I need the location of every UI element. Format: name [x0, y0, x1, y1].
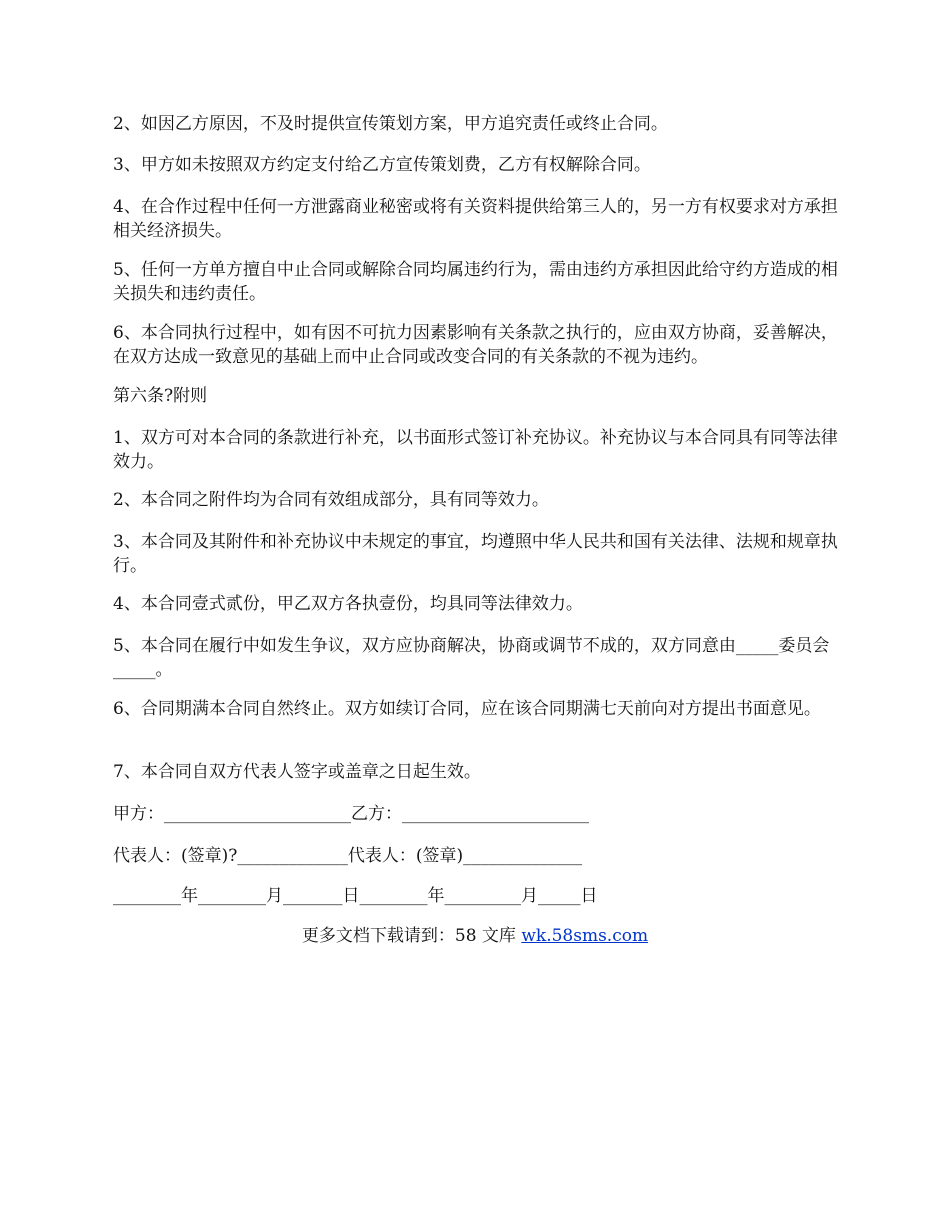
clause-6-5: 5、本合同在履行中如发生争议，双方应协商解决，协商或调节不成的，双方同意由_____委员会_____。 [113, 636, 830, 680]
clause-6-4: 4、本合同壹式贰份，甲乙双方各执壹份，均具同等法律效力。 [113, 594, 583, 614]
clause-5-4: 4、在合作过程中任何一方泄露商业秘密或将有关资料提供给第三人的，另一方有权要求对方承担相关经济损失。 [113, 197, 838, 241]
footer [0, 924, 950, 948]
clause-6-2: 2、本合同之附件均为合同有效组成部分，具有同等效力。 [113, 490, 549, 510]
clause-5-2: 2、如因乙方原因，不及时提供宣传策划方案，甲方追究责任或终止合同。 [113, 114, 668, 134]
footer-link[interactable]: wk.58sms.com [521, 926, 649, 946]
clause-6-3: 3、本合同及其附件和补充协议中未规定的事宜，均遵照中华人民共和国有关法律、法规和规章执行。 [113, 532, 838, 576]
clause-5-5: 5、任何一方单方擅自中止合同或解除合同均属违约行为，需由违约方承担因此给守约方造成的相关损失和违约责任。 [113, 260, 838, 304]
article-6-heading: 第六条?附则 [113, 386, 208, 406]
clause-6-6: 6、合同期满本合同自然终止。双方如续订合同，应在该合同期满七天前向对方提出书面意见。 [113, 699, 821, 719]
clause-6-7: 7、本合同自双方代表人签字或盖章之日起生效。 [113, 762, 481, 782]
clause-6-1: 1、双方可对本合同的条款进行补充，以书面形式签订补充协议。补充协议与本合同具有同等法律效力。 [113, 428, 838, 472]
footer-text: 更多文档下载请到：58 文库 [301, 926, 522, 946]
party-signature-line: 甲方：______________________乙方：______________________ [113, 804, 589, 824]
representative-signature-line: 代表人：(签章)?_____________代表人：(签章)______________ [113, 846, 583, 866]
clause-5-6: 6、本合同执行过程中，如有因不可抗力因素影响有关条款之执行的，应由双方协商，妥善解决，在双方达成一致意见的基础上而中止合同或改变合同的有关条款的不视为违约。 [113, 323, 838, 367]
clause-5-3: 3、甲方如未按照双方约定支付给乙方宣传策划费，乙方有权解除合同。 [113, 155, 651, 175]
date-line: ________年________月_______日________年_________月_____日 [113, 886, 598, 906]
